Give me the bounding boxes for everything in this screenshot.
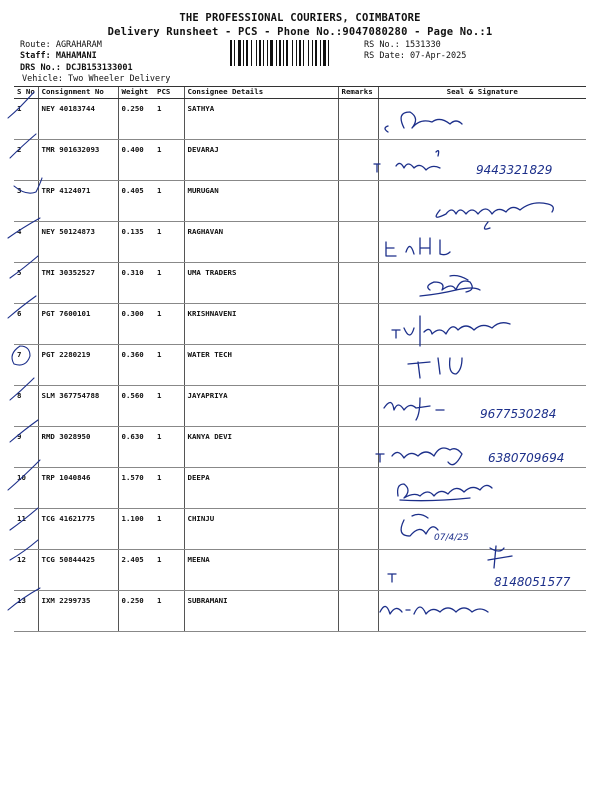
cell-consignment-no: IXM 2299735 bbox=[38, 591, 118, 632]
cell-sno: 1 bbox=[14, 99, 38, 140]
cell-pcs: 1 bbox=[154, 304, 184, 345]
cell-sno: 2 bbox=[14, 140, 38, 181]
cell-remarks bbox=[338, 509, 378, 550]
vehicle-label: Vehicle: Two Wheeler Delivery bbox=[22, 74, 171, 84]
table-row bbox=[14, 509, 586, 550]
cell-pcs: 1 bbox=[154, 591, 184, 632]
cell-consignee: WATER TECH bbox=[184, 345, 338, 386]
cell-remarks bbox=[338, 181, 378, 222]
cell-consignment-no: TRP 4124071 bbox=[38, 181, 118, 222]
cell-remarks bbox=[338, 345, 378, 386]
table-row bbox=[14, 550, 586, 591]
runsheet-subtitle: Delivery Runsheet - PCS - Phone No.:9047080280 - Page No.:1 bbox=[107, 26, 493, 38]
cell-sno: 10 bbox=[14, 468, 38, 509]
svg-text:8148051577: 8148051577 bbox=[494, 575, 571, 589]
cell-signature bbox=[378, 140, 586, 181]
cell-consignment-no: PGT 7600101 bbox=[38, 304, 118, 345]
cell-consignment-no: RMD 3028950 bbox=[38, 427, 118, 468]
cell-remarks bbox=[338, 386, 378, 427]
cell-weight: 0.560 bbox=[118, 386, 154, 427]
table-row bbox=[14, 591, 586, 632]
cell-signature bbox=[378, 591, 586, 632]
route-label: Route: AGRAHARAM bbox=[20, 40, 102, 50]
table-row bbox=[14, 468, 586, 509]
cell-remarks bbox=[338, 304, 378, 345]
cell-sno: 11 bbox=[14, 509, 38, 550]
cell-weight: 0.250 bbox=[118, 99, 154, 140]
svg-text:9677530284: 9677530284 bbox=[480, 407, 557, 421]
cell-signature bbox=[378, 468, 586, 509]
col-signature-header: Seal & Signature bbox=[378, 87, 586, 99]
cell-weight: 0.300 bbox=[118, 304, 154, 345]
rs-date: RS Date: 07-Apr-2025 bbox=[364, 51, 467, 61]
cell-consignment-no: TCG 50844425 bbox=[38, 550, 118, 591]
cell-weight: 0.250 bbox=[118, 591, 154, 632]
rs-number: RS No.: 1531330 bbox=[364, 40, 441, 50]
cell-sno: 4 bbox=[14, 222, 38, 263]
cell-signature bbox=[378, 345, 586, 386]
table-row bbox=[14, 345, 586, 386]
cell-consignment-no: TMI 30352527 bbox=[38, 263, 118, 304]
cell-consignment-no: PGT 2280219 bbox=[38, 345, 118, 386]
cell-signature bbox=[378, 99, 586, 140]
cell-remarks bbox=[338, 222, 378, 263]
table-row bbox=[14, 263, 586, 304]
cell-sno: 12 bbox=[14, 550, 38, 591]
cell-sno: 6 bbox=[14, 304, 38, 345]
cell-consignee: KRISHNAVENI bbox=[184, 304, 338, 345]
cell-sno: 5 bbox=[14, 263, 38, 304]
cell-pcs: 1 bbox=[154, 181, 184, 222]
table-row bbox=[14, 427, 586, 468]
table-row bbox=[14, 181, 586, 222]
cell-weight: 0.310 bbox=[118, 263, 154, 304]
cell-signature bbox=[378, 181, 586, 222]
table-row bbox=[14, 99, 586, 140]
cell-consignee: RAGHAVAN bbox=[184, 222, 338, 263]
col-remarks-header: Remarks bbox=[338, 87, 378, 99]
cell-consignment-no: TMR 901632093 bbox=[38, 140, 118, 181]
cell-consignment-no: NEY 40183744 bbox=[38, 99, 118, 140]
cell-sno: 7 bbox=[14, 345, 38, 386]
cell-weight: 0.400 bbox=[118, 140, 154, 181]
col-weight-header: Weight bbox=[118, 87, 154, 99]
cell-remarks bbox=[338, 140, 378, 181]
cell-consignee: MURUGAN bbox=[184, 181, 338, 222]
cell-weight: 0.630 bbox=[118, 427, 154, 468]
cell-consignee: MEENA bbox=[184, 550, 338, 591]
staff-label: Staff: MAHAMANI bbox=[20, 51, 97, 61]
cell-pcs: 1 bbox=[154, 427, 184, 468]
svg-text:6380709694: 6380709694 bbox=[488, 451, 565, 465]
col-sno-header: S No bbox=[14, 87, 38, 99]
company-title: THE PROFESSIONAL COURIERS, COIMBATORE bbox=[179, 12, 421, 24]
col-consignment-header: Consignment No bbox=[38, 87, 118, 99]
cell-consignee: SATHYA bbox=[184, 99, 338, 140]
cell-consignee: SUBRAMANI bbox=[184, 591, 338, 632]
cell-signature bbox=[378, 427, 586, 468]
svg-text:07/4/25: 07/4/25 bbox=[434, 533, 469, 543]
table-row bbox=[14, 386, 586, 427]
cell-remarks bbox=[338, 550, 378, 591]
cell-weight: 2.405 bbox=[118, 550, 154, 591]
cell-remarks bbox=[338, 427, 378, 468]
cell-consignee: DEEPA bbox=[184, 468, 338, 509]
table-row bbox=[14, 304, 586, 345]
drs-number: DRS No.: DCJB153133001 bbox=[20, 63, 133, 73]
cell-consignment-no: TRP 1040846 bbox=[38, 468, 118, 509]
cell-pcs: 1 bbox=[154, 468, 184, 509]
cell-pcs: 1 bbox=[154, 222, 184, 263]
barcode-image bbox=[230, 40, 358, 66]
cell-consignee: DEVARAJ bbox=[184, 140, 338, 181]
cell-pcs: 1 bbox=[154, 550, 184, 591]
table-row bbox=[14, 222, 586, 263]
cell-weight: 0.360 bbox=[118, 345, 154, 386]
cell-pcs: 1 bbox=[154, 509, 184, 550]
cell-remarks bbox=[338, 99, 378, 140]
cell-consignee: UMA TRADERS bbox=[184, 263, 338, 304]
cell-consignee: JAYAPRIYA bbox=[184, 386, 338, 427]
cell-sno: 13 bbox=[14, 591, 38, 632]
cell-sno: 9 bbox=[14, 427, 38, 468]
cell-pcs: 1 bbox=[154, 140, 184, 181]
cell-remarks bbox=[338, 468, 378, 509]
cell-weight: 0.405 bbox=[118, 181, 154, 222]
col-pcs-header: PCS bbox=[154, 87, 184, 99]
cell-consignment-no: SLM 367754788 bbox=[38, 386, 118, 427]
cell-remarks bbox=[338, 263, 378, 304]
cell-weight: 1.100 bbox=[118, 509, 154, 550]
cell-sno: 8 bbox=[14, 386, 38, 427]
cell-signature bbox=[378, 263, 586, 304]
cell-consignment-no: NEY 50124873 bbox=[38, 222, 118, 263]
cell-pcs: 1 bbox=[154, 263, 184, 304]
cell-pcs: 1 bbox=[154, 386, 184, 427]
cell-pcs: 1 bbox=[154, 99, 184, 140]
cell-sno: 3 bbox=[14, 181, 38, 222]
cell-signature bbox=[378, 222, 586, 263]
table-header-row bbox=[14, 87, 586, 99]
runsheet-table bbox=[14, 86, 586, 632]
cell-consignment-no: TCG 41621775 bbox=[38, 509, 118, 550]
cell-signature bbox=[378, 550, 586, 591]
cell-pcs: 1 bbox=[154, 345, 184, 386]
cell-signature bbox=[378, 304, 586, 345]
table-row bbox=[14, 140, 586, 181]
cell-signature bbox=[378, 509, 586, 550]
cell-consignee: KANYA DEVI bbox=[184, 427, 338, 468]
cell-weight: 0.135 bbox=[118, 222, 154, 263]
cell-remarks bbox=[338, 591, 378, 632]
col-consignee-header: Consignee Details bbox=[184, 87, 338, 99]
cell-consignee: CHINJU bbox=[184, 509, 338, 550]
cell-weight: 1.570 bbox=[118, 468, 154, 509]
svg-text:9443321829: 9443321829 bbox=[476, 163, 553, 177]
cell-signature bbox=[378, 386, 586, 427]
